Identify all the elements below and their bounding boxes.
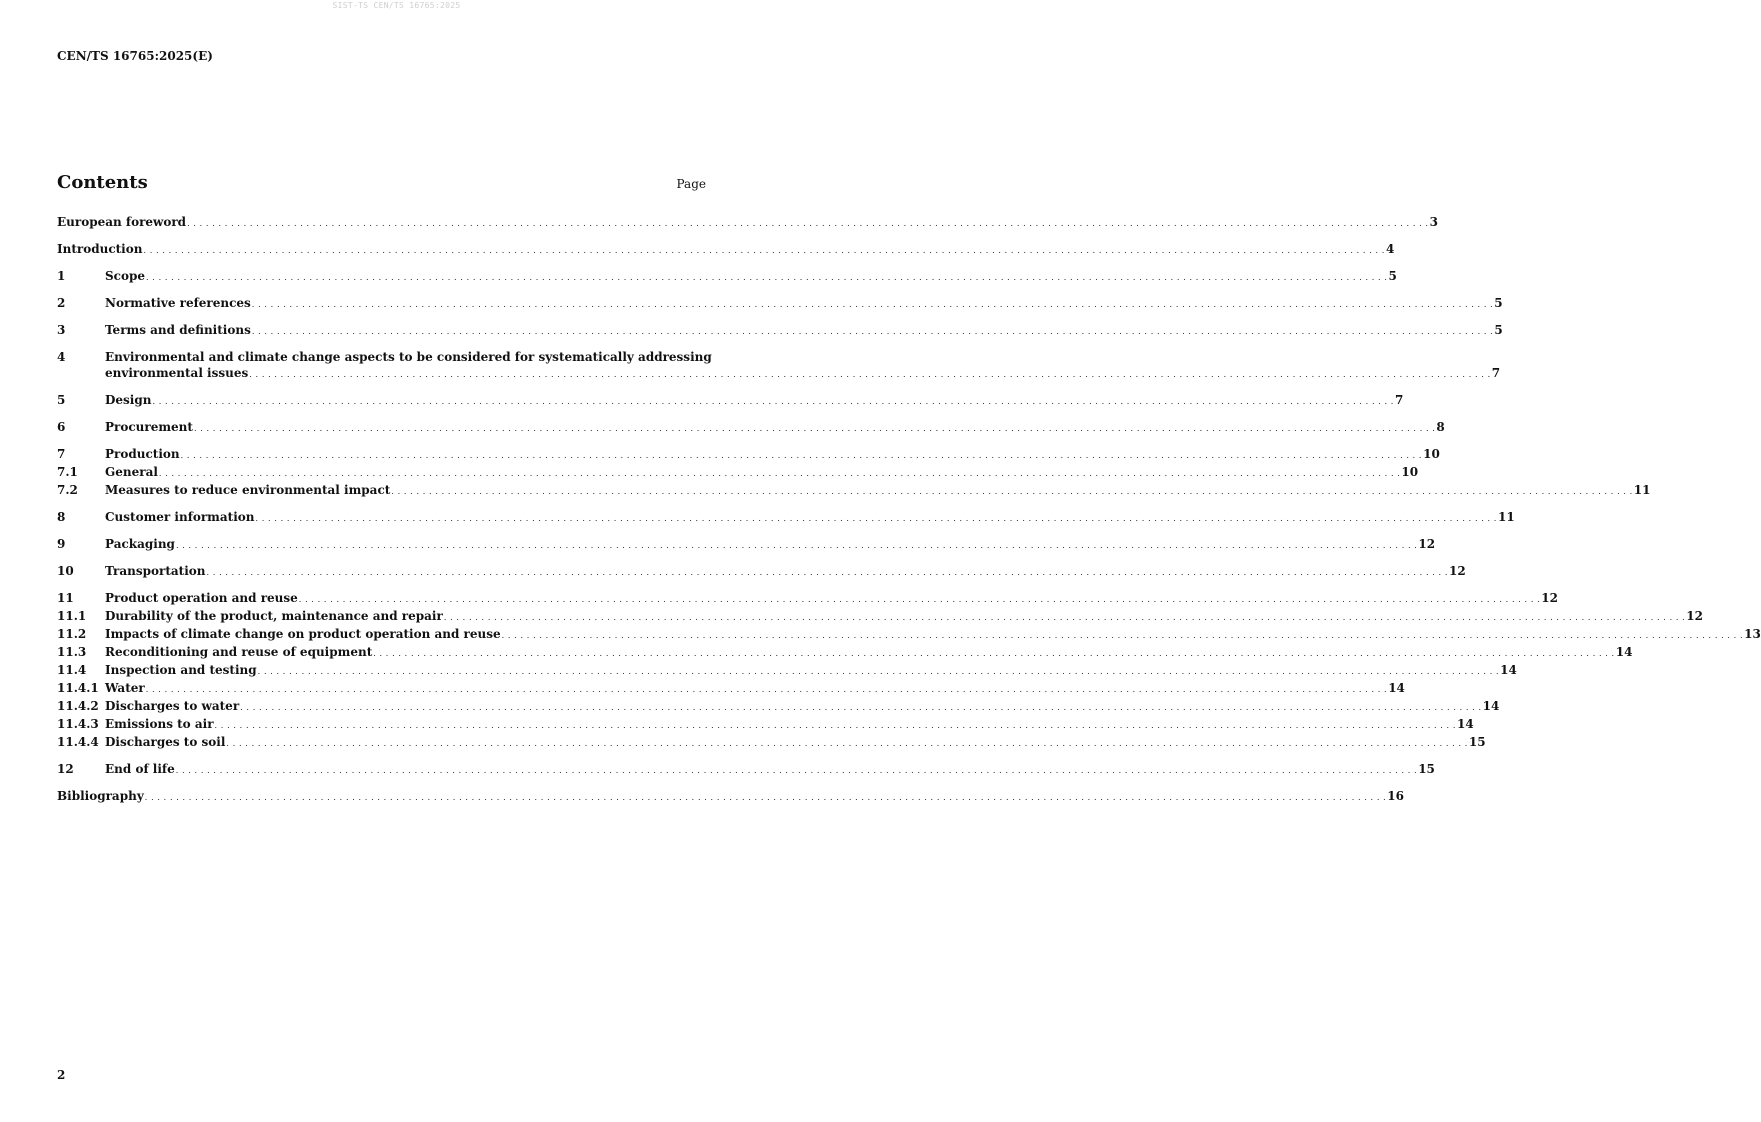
dot-leader (258, 664, 1499, 680)
dot-leader (194, 421, 1435, 437)
toc-entry-page: 10 (1423, 447, 1440, 461)
toc-entry-end-of-life[interactable] (57, 761, 1435, 779)
toc-entry-text: Transportation (105, 564, 206, 578)
dot-leader (252, 297, 1493, 313)
toc-entry-page: 12 (1686, 609, 1703, 623)
dot-leader (176, 538, 1417, 554)
toc-entry-page: 5 (1494, 323, 1503, 337)
toc-entry-general[interactable] (57, 464, 1419, 482)
toc-entry-page: 12 (1418, 537, 1436, 551)
toc-entry-measures[interactable] (57, 482, 1651, 500)
toc-entry-durability[interactable] (57, 608, 1703, 626)
toc-entry-page: 7 (1394, 393, 1404, 407)
toc-entry-climate-impacts[interactable] (57, 626, 1761, 644)
toc-entry-text: Measures to reduce environmental impact (105, 483, 391, 497)
toc-entry-number: 11.1 (57, 609, 87, 623)
dot-leader (176, 763, 1417, 779)
toc-entry-number: 3 (57, 323, 66, 337)
dot-leader (215, 718, 1456, 734)
toc-entry-text: General (105, 465, 158, 479)
toc-entry-text: Product operation and reuse (105, 591, 298, 605)
toc-entry-page: 4 (1385, 242, 1395, 256)
toc-entry-text: Customer information (105, 510, 255, 524)
toc-entry-environmental-aspects[interactable] (57, 349, 1501, 383)
toc-entry-emissions-air[interactable] (57, 716, 1474, 734)
toc-entry-text-line1: Environmental and climate change aspects to be considered for systematically addressing (105, 350, 712, 364)
toc-entry-text: Scope (105, 269, 146, 283)
dot-leader (391, 484, 1632, 500)
toc-entry-introduction[interactable] (57, 241, 1395, 259)
dot-leader (373, 646, 1614, 662)
page-column-label: Page (676, 177, 706, 191)
toc-entry-text: Discharges to soil (105, 735, 226, 749)
toc-entry-page: 11 (1633, 483, 1651, 497)
toc-entry-page: 5 (1494, 296, 1503, 310)
dot-leader (502, 628, 1743, 644)
toc-entry-discharges-soil[interactable] (57, 734, 1486, 752)
table-of-contents (57, 214, 1761, 806)
toc-entry-terms-and-definitions[interactable] (57, 322, 1503, 340)
document-id: CEN/TS 16765:2025(E) (57, 49, 213, 63)
toc-entry-procurement[interactable] (57, 419, 1445, 437)
dot-leader (240, 700, 1481, 716)
dot-leader (145, 790, 1386, 806)
toc-entry-number: 11.4.4 (57, 735, 99, 749)
dot-leader (252, 324, 1493, 340)
toc-entry-text: Normative references (105, 296, 251, 310)
dot-leader (255, 511, 1496, 527)
toc-entry-page: 14 (1388, 681, 1405, 695)
toc-entry-transportation[interactable] (57, 563, 1466, 581)
toc-entry-number: 7 (57, 447, 66, 461)
toc-entry-normative-references[interactable] (57, 295, 1503, 313)
dot-leader (299, 592, 1540, 608)
dot-leader (226, 736, 1467, 752)
toc-entry-page: 7 (1491, 366, 1501, 380)
toc-entry-number: 7.1 (57, 465, 78, 479)
toc-entry-scope[interactable] (57, 268, 1397, 286)
toc-entry-page: 14 (1457, 717, 1474, 731)
toc-entry-text: Water (105, 681, 145, 695)
toc-entry-number: 7.2 (57, 483, 78, 497)
toc-entry-text: Reconditioning and reuse of equipment (105, 645, 373, 659)
toc-entry-text: Bibliography (57, 789, 144, 803)
toc-entry-number: 10 (57, 564, 74, 578)
toc-entry-inspection[interactable] (57, 662, 1517, 680)
toc-entry-product-operation[interactable] (57, 590, 1558, 608)
toc-entry-number: 8 (57, 510, 66, 524)
dot-leader (146, 682, 1387, 698)
toc-entry-production[interactable] (57, 446, 1440, 464)
toc-entry-packaging[interactable] (57, 536, 1436, 554)
toc-entry-water[interactable] (57, 680, 1405, 698)
dot-leader (152, 394, 1393, 410)
toc-entry-page: 14 (1615, 645, 1633, 659)
toc-entry-text: Packaging (105, 537, 175, 551)
toc-entry-page: 15 (1418, 762, 1435, 776)
page-number: 2 (57, 1068, 66, 1082)
toc-entry-text: Discharges to water (105, 699, 240, 713)
toc-entry-number: 11.4 (57, 663, 87, 677)
dot-leader (159, 466, 1400, 482)
toc-entry-text: Durability of the product, maintenance and repair (105, 609, 443, 623)
toc-entry-page: 5 (1388, 269, 1397, 283)
dot-leader (249, 367, 1490, 383)
watermark: SIST-TS CEN/TS 16765:2025 (332, 1, 461, 10)
toc-entry-text-line2: environmental issues (105, 366, 249, 380)
dot-leader (143, 243, 1384, 259)
dot-leader (181, 448, 1422, 464)
toc-entry-text: Impacts of climate change on product operation and reuse (105, 627, 501, 641)
toc-entry-page: 15 (1468, 735, 1486, 749)
toc-entry-number: 9 (57, 537, 66, 551)
toc-entry-text: End of life (105, 762, 175, 776)
toc-entry-text: Production (105, 447, 180, 461)
toc-entry-reconditioning[interactable] (57, 644, 1633, 662)
toc-entry-page: 14 (1500, 663, 1517, 677)
toc-entry-number: 11.4.2 (57, 699, 99, 713)
toc-entry-text: Design (105, 393, 152, 407)
toc-entry-text: Terms and definitions (105, 323, 251, 337)
toc-entry-page: 13 (1744, 627, 1761, 641)
toc-entry-number: 1 (57, 269, 66, 283)
toc-entry-number: 11 (57, 591, 74, 605)
dot-leader (146, 270, 1387, 286)
toc-entry-number: 11.4.3 (57, 717, 99, 731)
toc-entry-page: 11 (1497, 510, 1515, 524)
dot-leader (207, 565, 1448, 581)
toc-entry-text: Procurement (105, 420, 193, 434)
toc-entry-page: 10 (1401, 465, 1419, 479)
toc-entry-number: 11.3 (57, 645, 87, 659)
toc-entry-number: 2 (57, 296, 66, 310)
toc-entry-number: 11.2 (57, 627, 87, 641)
dot-leader (444, 610, 1685, 626)
toc-entry-page: 8 (1436, 420, 1445, 434)
toc-entry-number: 12 (57, 762, 74, 776)
toc-entry-text: Inspection and testing (105, 663, 257, 677)
toc-entry-number: 4 (57, 350, 66, 364)
contents-heading (57, 172, 706, 193)
toc-entry-text: Introduction (57, 242, 143, 256)
toc-entry-page: 12 (1448, 564, 1466, 578)
toc-entry-number: 11.4.1 (57, 681, 99, 695)
toc-entry-page: 3 (1429, 215, 1438, 229)
toc-entry-bibliography[interactable] (57, 788, 1404, 806)
toc-entry-european-foreword[interactable] (57, 214, 1438, 232)
toc-entry-page: 14 (1482, 699, 1500, 713)
toc-entry-text: European foreword (57, 215, 187, 229)
toc-entry-design[interactable] (57, 392, 1404, 410)
toc-entry-page: 12 (1541, 591, 1558, 605)
toc-entry-number: 6 (57, 420, 66, 434)
dot-leader (187, 216, 1428, 232)
toc-entry-discharges-water[interactable] (57, 698, 1500, 716)
toc-entry-customer-information[interactable] (57, 509, 1515, 527)
contents-title: Contents (57, 172, 148, 193)
toc-entry-number: 5 (57, 393, 66, 407)
toc-entry-text: Emissions to air (105, 717, 214, 731)
toc-entry-page: 16 (1387, 789, 1404, 803)
